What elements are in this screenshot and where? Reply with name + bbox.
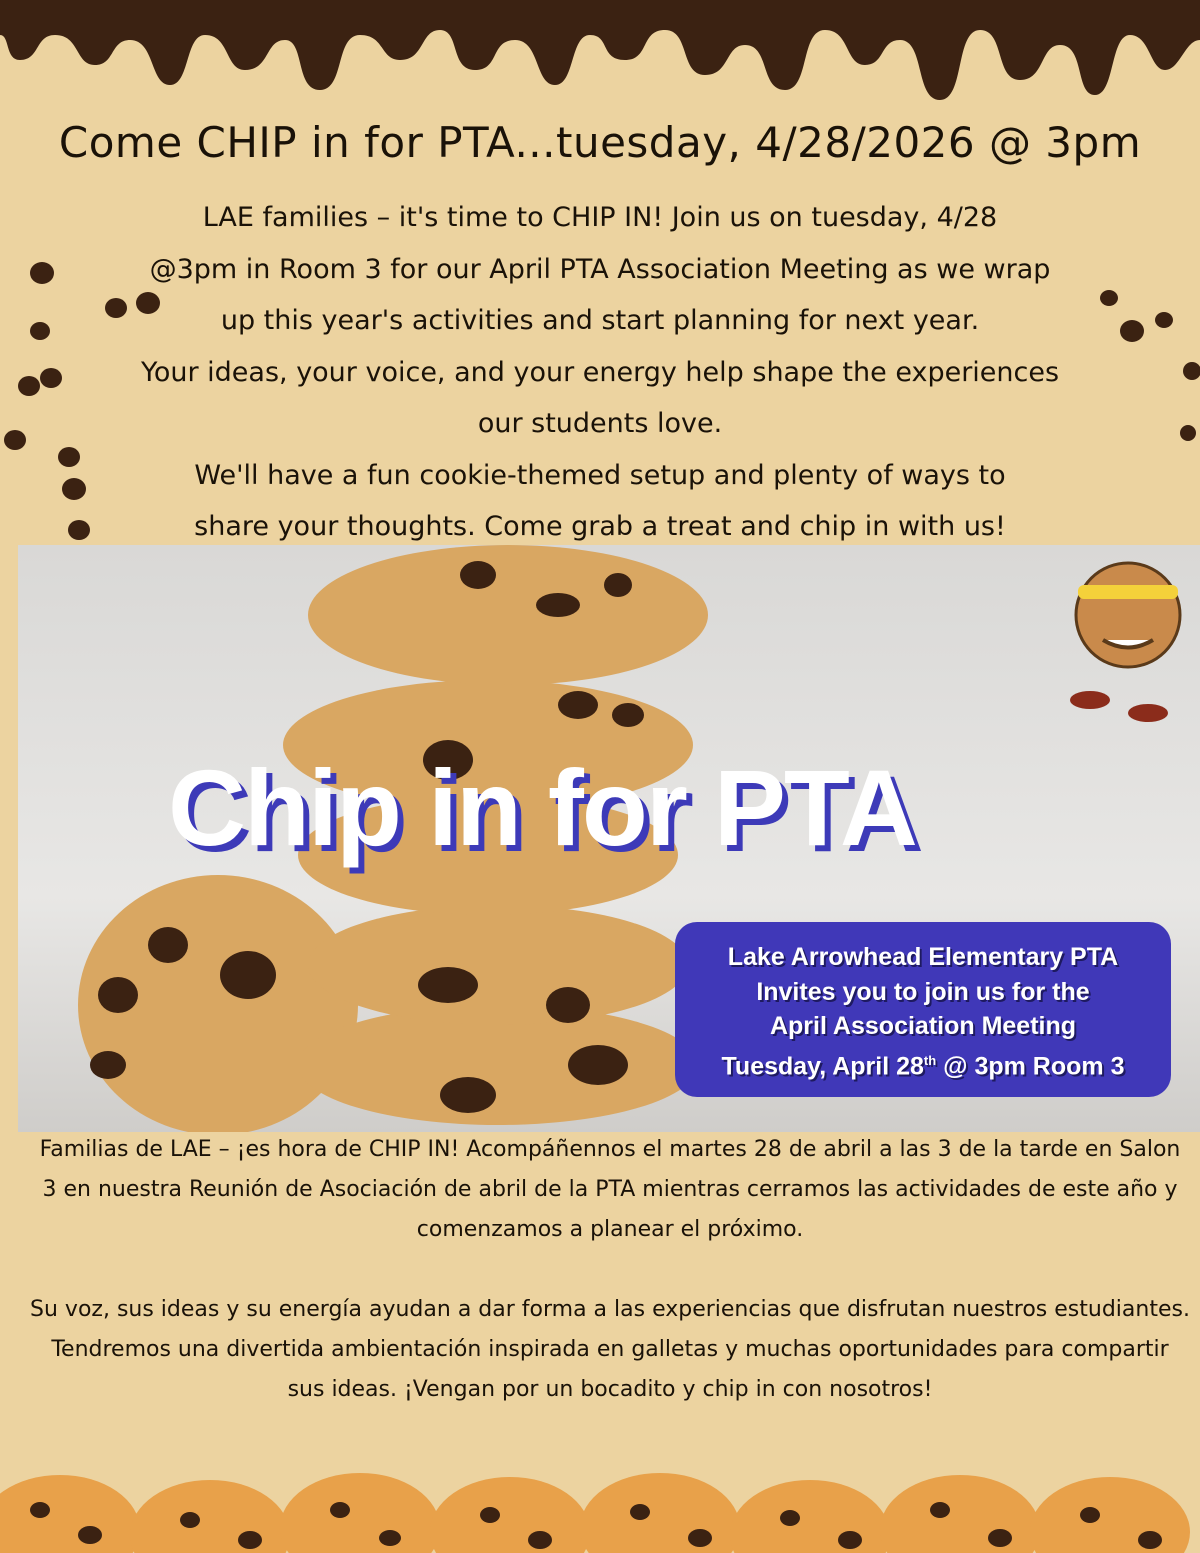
intro-text: [100, 192, 1100, 553]
cookie-mascot-icon: [1070, 563, 1180, 722]
intro-line: We'll have a fun cookie-themed setup and plenty of ways to: [194, 459, 1006, 491]
badge-line: [675, 1044, 1171, 1084]
badge-date: Tuesday, April 28: [721, 1051, 924, 1080]
intro-line: our students love.: [477, 408, 723, 439]
cookie-banner-image: [18, 545, 1200, 1132]
meeting-invite-badge: [675, 922, 1171, 1097]
spanish-paragraph: Tendremos una divertida ambientación inspirada en galletas y muchas oportunidades para compartir sus ideas. ¡Vengan por un bocadito y chip in con nosotros!: [51, 1337, 1169, 1402]
intro-line: up this year's activities and start planning for next year.: [220, 305, 980, 336]
chocolate-drip-border: [0, 0, 1200, 110]
badge-date-suffix: th: [923, 1052, 937, 1068]
intro-line: Your ideas, your voice, and your energy help shape the experiences: [140, 356, 1060, 388]
badge-time-room: @ 3pm Room 3: [936, 1051, 1125, 1080]
badge-line: Invites you to join us for the: [756, 977, 1090, 1006]
spanish-text: [30, 1130, 1190, 1410]
badge-line: April Association Meeting: [769, 1012, 1077, 1040]
spanish-paragraph: Familias de LAE – ¡es hora de CHIP IN! Acompáñennos el martes 28 de abril a las 3 de la tarde en Salon 3 en nuestra Reunión de Asociación de abril de la PTA mientras cerramos las actividades de este año y comenzamos a planear el próximo.: [39, 1137, 1181, 1242]
intro-line: LAE families – it's time to CHIP IN! Join us on tuesday, 4/28: [202, 202, 998, 233]
intro-line: @3pm in Room 3 for our April PTA Association Meeting as we wrap: [149, 253, 1051, 285]
intro-line: share your thoughts. Come grab a treat and chip in with us!: [194, 511, 1006, 542]
cookie-border-decoration: [0, 1440, 1200, 1553]
spanish-paragraph: Su voz, sus ideas y su energía ayudan a dar forma a las experiencias que disfrutan nuestros estudiantes.: [30, 1297, 1190, 1322]
flyer-title: Come CHIP in for PTA...tuesday, 4/28/2026 @ 3pm: [58, 118, 1142, 167]
banner-headline: Chip in for PTA: [168, 747, 916, 868]
badge-line: Lake Arrowhead Elementary PTA: [727, 943, 1119, 971]
